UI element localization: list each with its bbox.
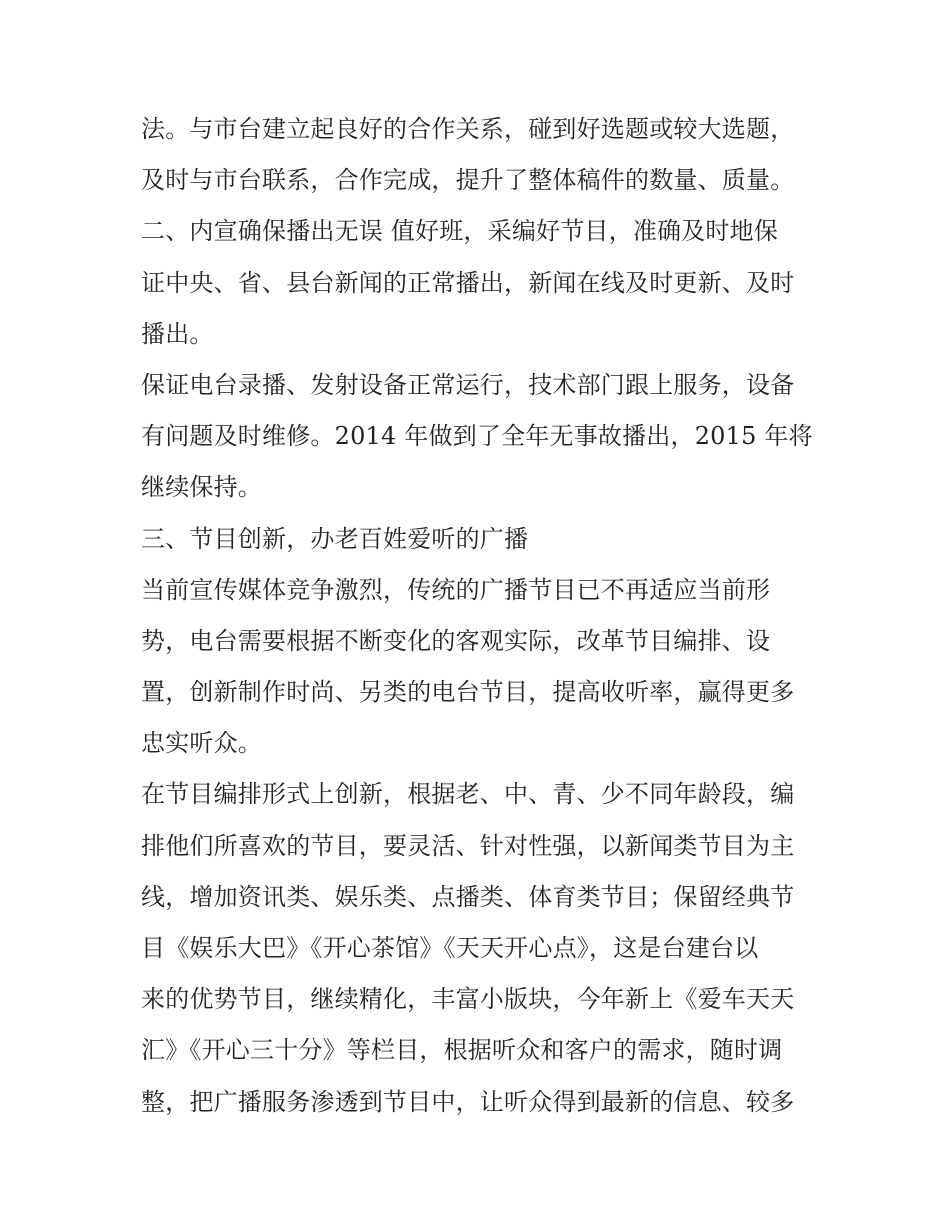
text-line: 来的优势节目，继续精化，丰富小版块，今年新上《爱车天天 <box>141 985 795 1014</box>
document-body <box>141 104 813 1128</box>
text-line: 目《娱乐大巴》《开心茶馆》《天天开心点》，这是台建台以 <box>141 934 759 962</box>
section-heading-line: 二、内宣确保播出无误 值好班，采编好节目，准确及时地保 <box>141 217 779 246</box>
text-line: 保证电台录播、发射设备正常运行，技术部门跟上服务，设备 <box>141 370 795 399</box>
text-line: 整，把广播服务渗透到节目中，让听众得到最新的信息、较多 <box>141 1087 795 1116</box>
text-line: 有问题及时维修。2014 年做到了全年无事故播出，2015 年将 <box>141 422 813 451</box>
text-line: 法。与市台建立起良好的合作关系，碰到好选题或较大选题， <box>141 115 795 143</box>
text-line: 汇》《开心三十分》等栏目，根据听众和客户的需求，随时调 <box>141 1036 783 1065</box>
text-line: 忠实听众。 <box>141 729 262 758</box>
text-line: 当前宣传媒体竞争激烈，传统的广播节目已不再适应当前形 <box>141 575 771 604</box>
text-line: 在节目编排形式上创新，根据老、中、青、少不同年龄段，编 <box>141 780 795 809</box>
text-line: 线，增加资讯类、娱乐类、点播类、体育类节目；保留经典节 <box>141 882 795 911</box>
section-heading-line: 三、节目创新，办老百姓爱听的广播 <box>141 524 529 553</box>
text-line: 及时与市台联系，合作完成，提升了整体稿件的数量、质量。 <box>141 166 795 195</box>
text-line: 置，创新制作时尚、另类的电台节目，提高收听率，赢得更多 <box>141 678 795 707</box>
text-line: 播出。 <box>141 319 214 348</box>
text-line: 势，电台需要根据不断变化的客观实际，改革节目编排、设 <box>141 626 771 655</box>
text-line: 排他们所喜欢的节目，要灵活、针对性强，以新闻类节目为主 <box>141 831 795 860</box>
text-line: 继续保持。 <box>141 473 262 502</box>
text-line: 证中央、省、县台新闻的正常播出，新闻在线及时更新、及时 <box>141 268 795 297</box>
